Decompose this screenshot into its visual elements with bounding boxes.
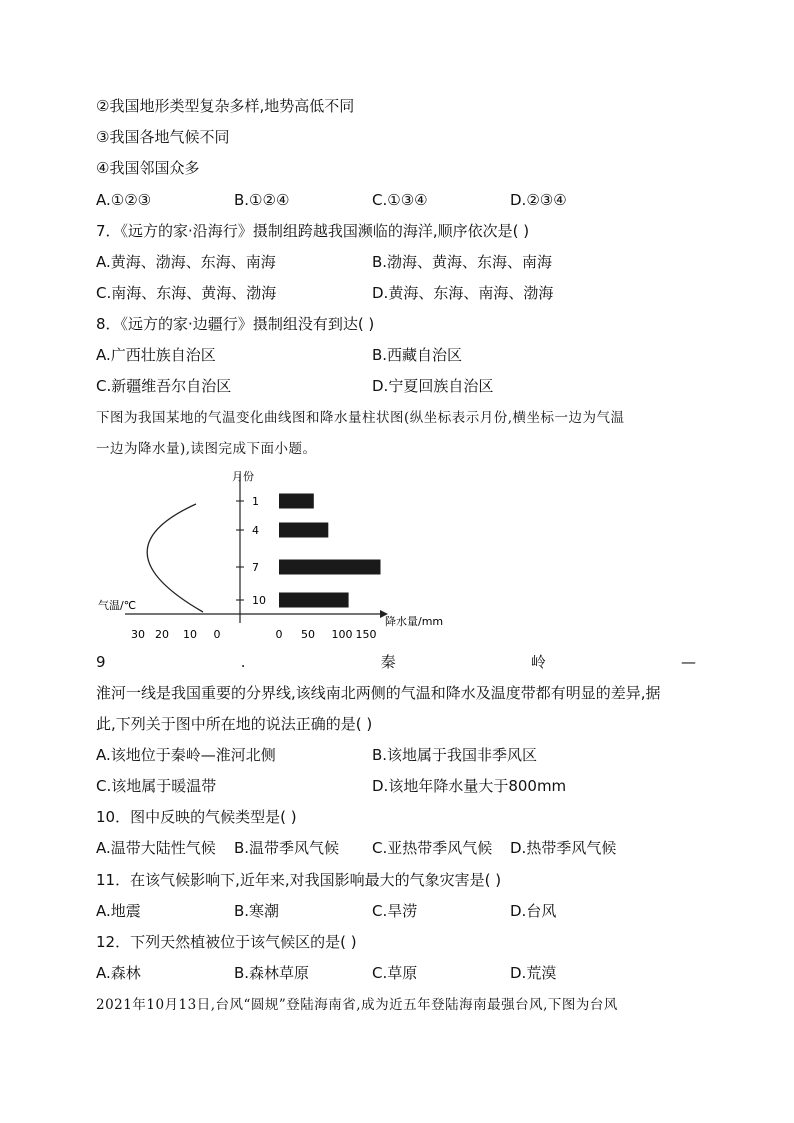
- precip-axis-label: 降水量/mm: [385, 615, 444, 628]
- q11-option-b: B.寒潮: [234, 902, 280, 920]
- q6-option-c: C.①③④: [372, 191, 428, 209]
- q8-option-d: D.宁夏回族自治区: [372, 377, 494, 395]
- temp-axis-label: 气温/℃: [98, 599, 137, 612]
- precip-bar: [279, 593, 349, 608]
- q6-statement-2: ②我国地形类型复杂多样,地势高低不同: [96, 97, 355, 115]
- q9-stem-line-3: 此,下列关于图中所在地的说法正确的是( ): [96, 715, 373, 733]
- q11-option-a: A.地震: [96, 902, 141, 920]
- q9-option-b: B.该地属于我国非季风区: [372, 746, 538, 764]
- q6-option-a: A.①②③: [96, 191, 152, 209]
- month-tick-label: 1: [252, 495, 259, 508]
- precip-bar: [279, 494, 314, 509]
- precip-bar: [279, 523, 328, 538]
- q10-option-d: D.热带季风气候: [510, 839, 617, 857]
- q9-option-a: A.该地位于秦岭—淮河北侧: [96, 746, 276, 764]
- q9-number: 9: [96, 653, 106, 671]
- precip-tick-label: 150: [355, 628, 377, 641]
- typhoon-intro: 2021年10月13日,台风“圆规”登陆海南省,成为近五年登陆海南最强台风,下图为台风: [96, 997, 618, 1013]
- q9-stem-line-2: 淮河一线是我国重要的分界线,该线南北两侧的气温和降水及温度带都有明显的差异,据: [96, 684, 661, 702]
- q7-option-d: D.黄海、东海、南海、渤海: [372, 284, 554, 302]
- q7-option-c: C.南海、东海、黄海、渤海: [96, 284, 277, 302]
- q12-option-d: D.荒漠: [510, 964, 557, 982]
- chart-intro-line-1: 下图为我国某地的气温变化曲线图和降水量柱状图(纵坐标表示月份,横坐标一边为气温: [96, 410, 625, 426]
- climate-chart: [90, 466, 450, 646]
- q10-option-a: A.温带大陆性气候: [96, 839, 216, 857]
- q8-option-a: A.广西壮族自治区: [96, 346, 216, 364]
- temp-tick-label: 10: [183, 628, 197, 641]
- q8-option-c: C.新疆维吾尔自治区: [96, 377, 232, 395]
- q7-option-b: B.渤海、黄海、东海、南海: [372, 253, 553, 271]
- q12-option-a: A.森林: [96, 964, 141, 982]
- temperature-curve: [147, 504, 203, 612]
- q10-option-b: B.温带季风气候: [234, 839, 340, 857]
- q11-stem: 11．在该气候影响下,近年来,对我国影响最大的气象灾害是( ): [96, 871, 502, 889]
- q7-stem: 7．《远方的家·沿海行》摄制组跨越我国濒临的海洋,顺序依次是( ): [96, 222, 530, 240]
- q7-option-a: A.黄海、渤海、东海、南海: [96, 253, 276, 271]
- q6-statement-3: ③我国各地气候不同: [96, 128, 230, 146]
- q9-dot: .: [240, 653, 246, 671]
- q6-option-b: B.①②④: [234, 191, 290, 209]
- q11-option-d: D.台风: [510, 902, 557, 920]
- q11-option-c: C.旱涝: [372, 902, 418, 920]
- month-axis-label: 月份: [232, 470, 254, 483]
- q8-option-b: B.西藏自治区: [372, 346, 463, 364]
- month-tick-label: 4: [252, 524, 259, 537]
- temp-tick-label: 0: [213, 628, 221, 641]
- temp-tick-label: 20: [155, 628, 169, 641]
- q9-dash: —: [680, 653, 696, 671]
- q12-option-b: B.森林草原: [234, 964, 310, 982]
- month-tick-label: 10: [252, 594, 266, 607]
- q8-stem: 8．《远方的家·边疆行》摄制组没有到达( ): [96, 315, 375, 333]
- q10-option-c: C.亚热带季风气候: [372, 839, 493, 857]
- precip-tick-label: 100: [331, 628, 353, 641]
- q12-option-c: C.草原: [372, 964, 418, 982]
- month-tick-label: 7: [252, 561, 259, 574]
- chart-intro-line-2: 一边为降水量),读图完成下面小题。: [96, 441, 317, 457]
- q6-statement-4: ④我国邻国众多: [96, 159, 200, 177]
- precip-bar: [279, 560, 381, 575]
- q10-stem: 10．图中反映的气候类型是( ): [96, 808, 297, 826]
- q9-char-qin: 秦: [380, 653, 396, 671]
- q6-option-d: D.②③④: [510, 191, 567, 209]
- temp-tick-label: 30: [131, 628, 145, 641]
- q9-option-c: C.该地属于暖温带: [96, 777, 217, 795]
- q9-char-ling: 岭: [530, 653, 546, 671]
- q12-stem: 12．下列天然植被位于该气候区的是( ): [96, 933, 357, 951]
- q9-option-d: D.该地年降水量大于800mm: [372, 777, 567, 795]
- precip-tick-label: 0: [275, 628, 283, 641]
- precip-tick-label: 50: [301, 628, 315, 641]
- q9-first-line: [96, 652, 696, 672]
